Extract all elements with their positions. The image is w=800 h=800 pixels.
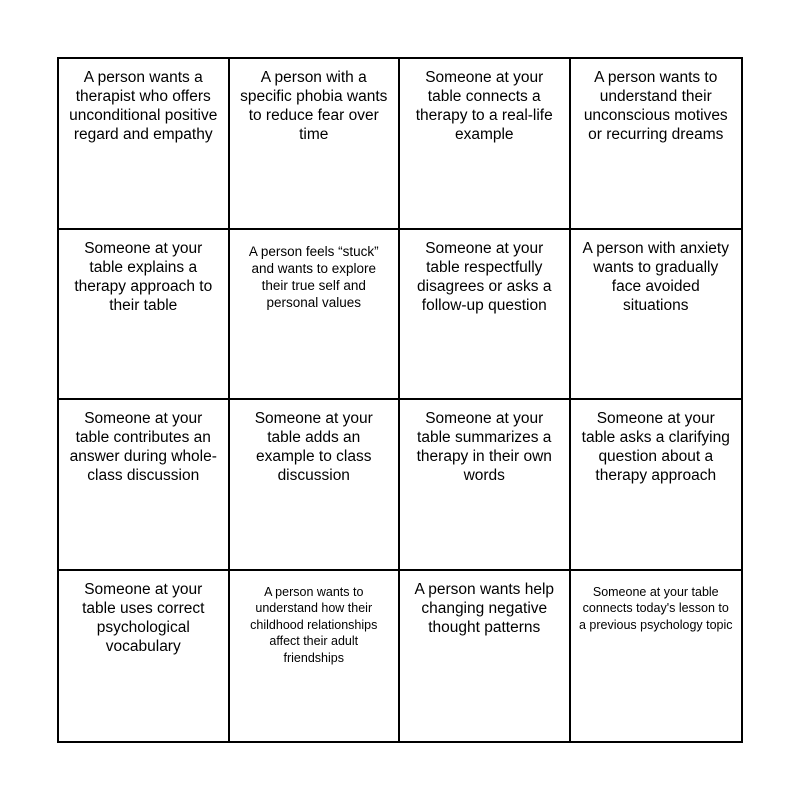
bingo-cell[interactable] [230,400,401,571]
bingo-cell[interactable] [59,59,230,230]
cell-text: A person with a specific phobia wants to reduce fear over time [240,69,388,143]
bingo-cell[interactable] [571,571,742,742]
cell-text: Someone at your table connects a therapy to a real-life example [415,69,553,143]
bingo-board [57,57,743,743]
cell-text: Someone at your table connects today's lesson to a previous psychology topic [578,584,733,632]
bingo-cell[interactable] [230,59,401,230]
bingo-cell[interactable] [59,571,230,742]
cell-text: A person wants help changing negative thought patterns [414,580,555,636]
bingo-cell[interactable] [571,400,742,571]
cell-text: Someone at your table respectfully disagrees or asks a follow-up question [417,239,552,314]
bingo-cell[interactable] [400,571,571,742]
cell-text: A person wants to understand how their childhood relationships affect their adult friendships [250,584,378,665]
cell-text: Someone at your table contributes an answer during whole-class discussion [69,410,217,484]
bingo-cell[interactable] [59,230,230,401]
bingo-cell[interactable] [571,230,742,401]
bingo-cell[interactable] [230,230,401,401]
bingo-cell[interactable] [400,230,571,401]
cell-text: Someone at your table summarizes a therapy in their own words [416,410,552,484]
cell-text: Someone at your table uses correct psychological vocabulary [82,580,205,655]
bingo-cell[interactable] [400,400,571,571]
bingo-cell[interactable] [59,400,230,571]
cell-text: Someone at your table asks a clarifying question about a therapy approach [581,410,730,484]
cell-text: Someone at your table explains a therapy approach to their table [74,239,213,314]
cell-text: A person wants to understand their unconscious motives or recurring dreams [583,69,728,143]
bingo-cell[interactable] [400,59,571,230]
cell-text: A person with anxiety wants to gradually face avoided situations [582,239,729,314]
cell-text: A person wants a therapist who offers unconditional positive regard and empathy [69,69,218,143]
cell-text: Someone at your table adds an example to class discussion [254,410,373,484]
bingo-cell[interactable] [571,59,742,230]
bingo-cell[interactable] [230,571,401,742]
cell-text: A person feels “stuck” and wants to explore their true self and personal values [248,243,379,310]
